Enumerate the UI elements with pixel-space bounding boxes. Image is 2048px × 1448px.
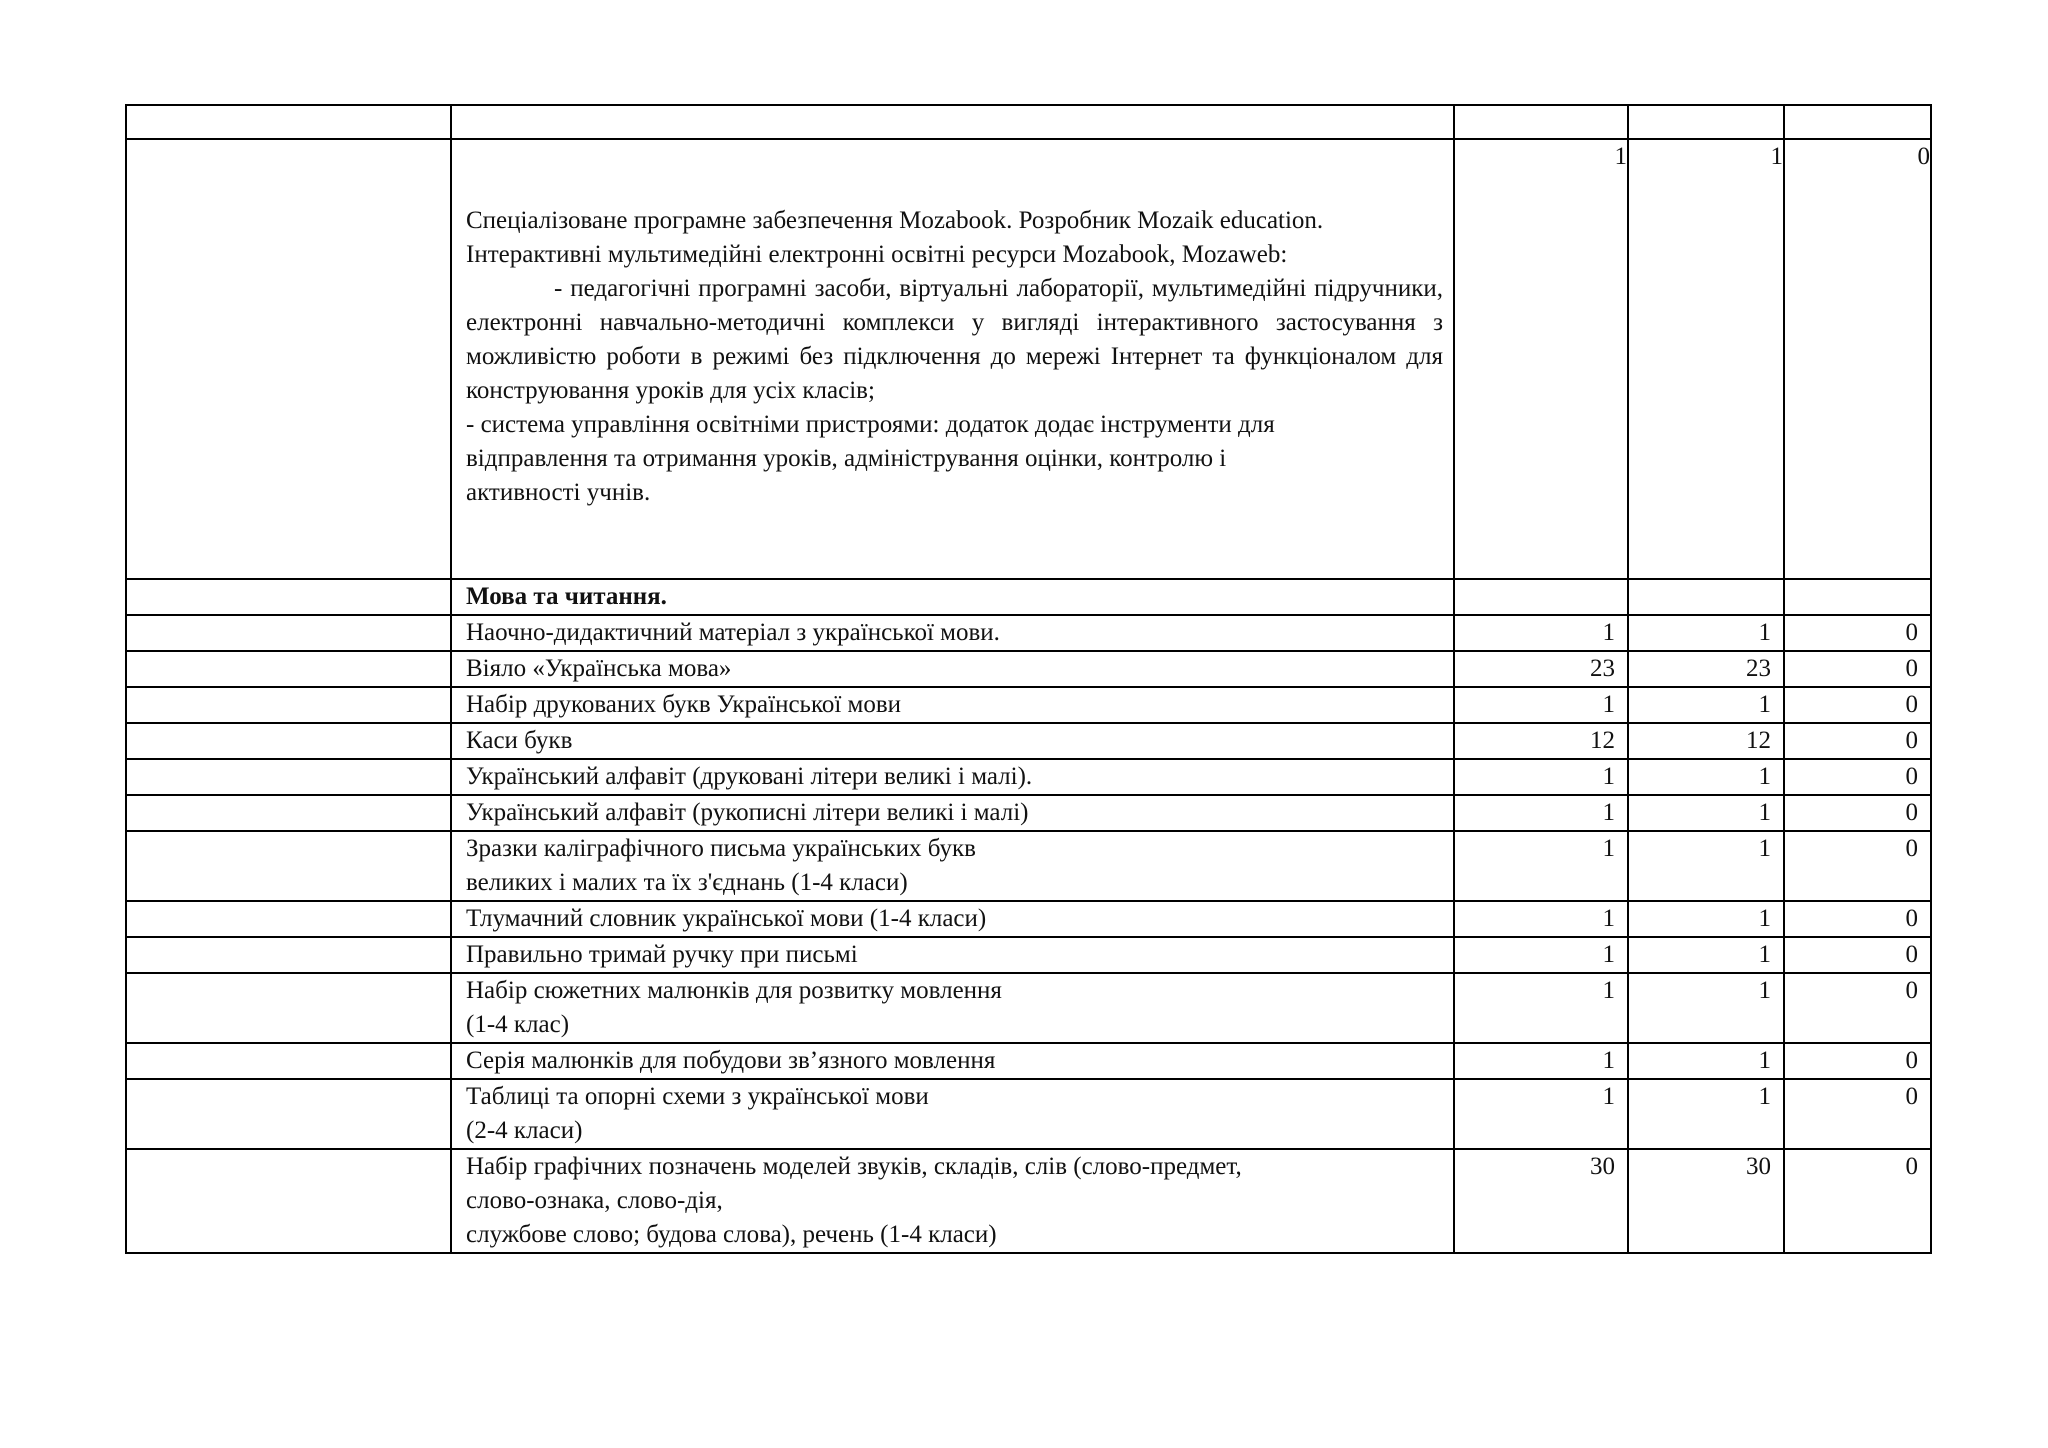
- qty-value: 1: [1602, 1047, 1615, 1074]
- qty-cell: [1628, 723, 1784, 759]
- item-name: Набір сюжетних малюнків для розвитку мовлення (1-4 клас): [466, 977, 1002, 1038]
- qty-cell: [1784, 795, 1931, 831]
- qty-value: 1: [1758, 763, 1771, 790]
- table-row: [126, 1079, 1931, 1149]
- qty-cell: [1454, 1149, 1628, 1253]
- qty-cell: [1628, 831, 1784, 901]
- table-row-section: [126, 579, 1931, 615]
- item-name-cell: [451, 723, 1454, 759]
- table-row: [126, 1043, 1931, 1079]
- qty-value: 1: [1602, 977, 1615, 1004]
- qty-cell: [1628, 1149, 1784, 1253]
- software-line: - педагогічні програмні засоби, віртуальні лабораторії, мультимедійні підручники, електронні навчально-методичні комплекси у вигляді інтерактивного застосування з можливістю роботи в режимі без підключення до мережі Інтернет та функціоналом для конструювання уроків для усіх класів;: [466, 275, 1443, 404]
- item-name: Віяло «Українська мова»: [466, 655, 732, 682]
- table-row: [126, 759, 1931, 795]
- qty-value: 1: [1602, 763, 1615, 790]
- empty-cell: [1628, 105, 1784, 139]
- empty-cell: [126, 1079, 451, 1149]
- empty-cell: [1454, 105, 1628, 139]
- qty-cell: [1784, 901, 1931, 937]
- item-name: Український алфавіт (друковані літери великі і малі).: [466, 763, 1033, 790]
- qty-cell: [1784, 651, 1931, 687]
- qty-cell: [1454, 973, 1628, 1043]
- item-name-cell: [451, 759, 1454, 795]
- software-description-cell: [451, 139, 1454, 579]
- empty-cell: [126, 139, 451, 579]
- qty-cell: [1784, 759, 1931, 795]
- qty-cell: [1454, 615, 1628, 651]
- software-line: Спеціалізоване програмне забезпечення Mozabook. Розробник Mozaik education.: [466, 207, 1324, 234]
- qty-cell: [1454, 1043, 1628, 1079]
- table-row: [126, 651, 1931, 687]
- qty-cell: [1784, 937, 1931, 973]
- qty-value: 1: [1758, 619, 1771, 646]
- qty-value: 30: [1746, 1153, 1771, 1180]
- qty-value: 1: [1602, 941, 1615, 968]
- qty-cell: [1454, 795, 1628, 831]
- qty-cell: [1628, 937, 1784, 973]
- empty-cell: [126, 651, 451, 687]
- table-row: [126, 687, 1931, 723]
- item-rows: [126, 615, 1931, 1253]
- empty-cell: [126, 1149, 451, 1253]
- qty-value: 1: [1758, 1047, 1771, 1074]
- table-row: [126, 831, 1931, 901]
- qty-cell: [1454, 1079, 1628, 1149]
- qty-value: 12: [1590, 727, 1615, 754]
- qty-value: 0: [1905, 727, 1918, 754]
- qty-cell: [1454, 759, 1628, 795]
- empty-cell: [126, 723, 451, 759]
- empty-cell: [126, 795, 451, 831]
- table-row: [126, 901, 1931, 937]
- empty-cell: [126, 759, 451, 795]
- empty-cell: [1454, 579, 1628, 615]
- item-name-cell: [451, 973, 1454, 1043]
- item-name: Зразки каліграфічного письма українських букв великих і малих та їх з'єднань (1-4 класи): [466, 835, 976, 896]
- empty-cell: [126, 973, 451, 1043]
- qty-value: 0: [1905, 905, 1918, 932]
- software-line: активності учнів.: [466, 479, 651, 506]
- empty-cell: [1784, 105, 1931, 139]
- item-name-cell: [451, 1149, 1454, 1253]
- table-row-software: [126, 139, 1931, 579]
- table-row: [126, 723, 1931, 759]
- item-name: Український алфавіт (рукописні літери великі і малі): [466, 799, 1029, 826]
- qty-value: 0: [1905, 977, 1918, 1004]
- table-row: [126, 973, 1931, 1043]
- qty-value: 1: [1758, 941, 1771, 968]
- empty-cell: [1628, 579, 1784, 615]
- qty-value: 0: [1905, 691, 1918, 718]
- empty-cell: [1784, 579, 1931, 615]
- item-name-cell: [451, 901, 1454, 937]
- qty-cell: [1454, 651, 1628, 687]
- empty-cell: [126, 831, 451, 901]
- item-name-cell: [451, 795, 1454, 831]
- item-name: Наочно-дидактичний матеріал з української мови.: [466, 619, 1000, 646]
- qty-value: 30: [1590, 1153, 1615, 1180]
- qty-value: 0: [1905, 835, 1918, 862]
- qty-cell: 1: [1628, 139, 1784, 579]
- empty-cell: [126, 105, 451, 139]
- item-name: Тлумачний словник української мови (1-4 класи): [466, 905, 987, 932]
- qty-value: 1: [1758, 905, 1771, 932]
- software-line: відправлення та отримання уроків, адміністрування оцінки, контролю і: [466, 445, 1227, 472]
- empty-cell: [126, 687, 451, 723]
- item-name-cell: [451, 1043, 1454, 1079]
- qty-cell: [1628, 651, 1784, 687]
- qty-value: 0: [1905, 619, 1918, 646]
- qty-cell: [1454, 687, 1628, 723]
- empty-cell: [126, 579, 451, 615]
- qty-cell: [1628, 973, 1784, 1043]
- qty-cell: [1454, 831, 1628, 901]
- qty-value: 0: [1905, 1153, 1918, 1180]
- qty-value: 1: [1758, 691, 1771, 718]
- qty-cell: [1628, 759, 1784, 795]
- empty-cell: [126, 615, 451, 651]
- item-name-cell: [451, 687, 1454, 723]
- qty-value: 1: [1602, 799, 1615, 826]
- qty-cell: [1454, 723, 1628, 759]
- qty-cell: [1784, 687, 1931, 723]
- item-name: Таблиці та опорні схеми з української мови (2-4 класи): [466, 1083, 929, 1144]
- qty-cell: [1784, 1149, 1931, 1253]
- item-name: Набір графічних позначень моделей звуків, складів, слів (слово-предмет, слово-ознака, слово-дія, службове слово; будова слова), речень (1-4 класи): [466, 1153, 1242, 1248]
- empty-cell: [126, 1043, 451, 1079]
- qty-value: 0: [1905, 941, 1918, 968]
- qty-value: 1: [1602, 619, 1615, 646]
- empty-cell: [126, 901, 451, 937]
- qty-value: 0: [1905, 799, 1918, 826]
- qty-cell: [1454, 937, 1628, 973]
- qty-cell: [1628, 615, 1784, 651]
- qty-cell: [1784, 831, 1931, 901]
- qty-cell: [1628, 1043, 1784, 1079]
- table-row: [126, 615, 1931, 651]
- qty-cell: [1784, 723, 1931, 759]
- qty-value: 23: [1746, 655, 1771, 682]
- qty-cell: [1784, 973, 1931, 1043]
- item-name-cell: [451, 615, 1454, 651]
- qty-cell: [1454, 901, 1628, 937]
- section-title-cell: [451, 579, 1454, 615]
- qty-cell: [1784, 615, 1931, 651]
- qty-value: 1: [1602, 1083, 1615, 1110]
- qty-cell: [1628, 687, 1784, 723]
- qty-value: 1: [1758, 977, 1771, 1004]
- qty-value: 1: [1602, 691, 1615, 718]
- table-row: [126, 1149, 1931, 1253]
- empty-cell: [126, 937, 451, 973]
- qty-cell: [1628, 901, 1784, 937]
- software-line: Інтерактивні мультимедійні електронні освітні ресурси Mozabook, Mozaweb:: [466, 241, 1288, 268]
- qty-value: 12: [1746, 727, 1771, 754]
- table-row-empty-top: [126, 105, 1931, 139]
- item-name-cell: [451, 651, 1454, 687]
- qty-cell: [1784, 1079, 1931, 1149]
- item-name: Набір друкованих букв Української мови: [466, 691, 902, 718]
- software-line: - система управління освітніми пристроями: додаток додає інструменти для: [466, 411, 1275, 438]
- item-name: Серія малюнків для побудови зв’язного мовлення: [466, 1047, 996, 1074]
- qty-value: 0: [1905, 1083, 1918, 1110]
- section-title: Мова та читання.: [466, 583, 667, 610]
- table-row: [126, 795, 1931, 831]
- qty-value: 1: [1758, 835, 1771, 862]
- qty-value: 0: [1905, 1047, 1918, 1074]
- qty-cell: [1628, 795, 1784, 831]
- qty-value: 1: [1602, 835, 1615, 862]
- item-name: Каси букв: [466, 727, 573, 754]
- qty-cell: [1628, 1079, 1784, 1149]
- inventory-table: [125, 104, 1932, 1254]
- qty-value: 0: [1905, 763, 1918, 790]
- qty-cell: [1784, 1043, 1931, 1079]
- qty-value: 1: [1602, 905, 1615, 932]
- item-name-cell: [451, 831, 1454, 901]
- qty-value: 0: [1905, 655, 1918, 682]
- qty-value: 1: [1758, 799, 1771, 826]
- qty-cell: 1: [1454, 139, 1628, 579]
- qty-value: 23: [1590, 655, 1615, 682]
- empty-cell: [451, 105, 1454, 139]
- table-row: [126, 937, 1931, 973]
- qty-cell: 0: [1784, 139, 1931, 579]
- qty-value: 1: [1758, 1083, 1771, 1110]
- item-name-cell: [451, 1079, 1454, 1149]
- item-name: Правильно тримай ручку при письмі: [466, 941, 858, 968]
- item-name-cell: [451, 937, 1454, 973]
